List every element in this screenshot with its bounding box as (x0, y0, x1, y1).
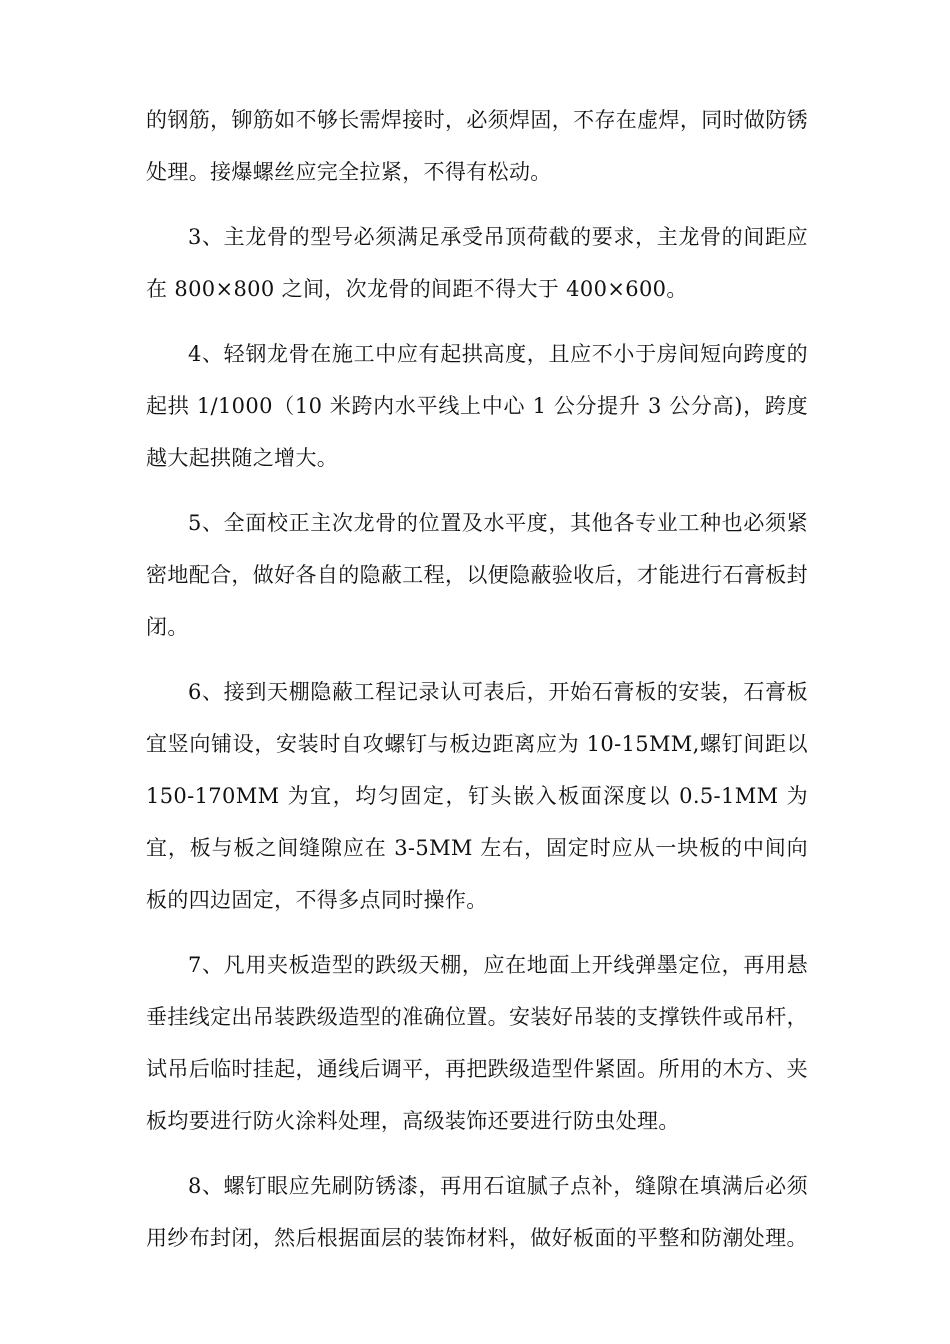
paragraph-item-6: 6、接到天棚隐蔽工程记录认可表后，开始石膏板的安装，石膏板宜竖向铺设，安装时自攻螺钉与板边距离应为 10-15MM,螺钉间距以 150-170MM 为宜，均匀固定，钉头嵌入板面深度以 0.5-1MM 为宜，板与板之间缝隙应在 3-5MM 左右，固定时应从一块板的中间向板的四边固定，不得多点同时操作。 (146, 680, 808, 912)
paragraph-item-7: 7、凡用夹板造型的跌级天棚，应在地面上开线弹墨定位，再用悬垂挂线定出吊装跌级造型的准确位置。安装好吊装的支撑铁件或吊杆，试吊后临时挂起，通线后调平，再把跌级造型件紧固。所用的木方、夹板均要进行防火涂料处理，高级装饰还要进行防虫处理。 (146, 953, 808, 1133)
paragraph-item-8: 8、螺钉眼应先刷防锈漆，再用石谊腻子点补，缝隙在填满后必须用纱布封闭，然后根据面层的装饰材料，做好板面的平整和防潮处理。 (146, 1174, 808, 1250)
paragraph-continuation: 的钢筋，铆筋如不够长需焊接时，必须焊固，不存在虚焊，同时做防锈处理。接爆螺丝应完全拉紧，不得有松动。 (146, 108, 808, 184)
paragraph-item-5: 5、全面校正主次龙骨的位置及水平度，其他各专业工种也必须紧密地配合，做好各自的隐蔽工程，以便隐蔽验收后，才能进行石膏板封闭。 (146, 511, 808, 639)
paragraph-item-3: 3、主龙骨的型号必须满足承受吊顶荷截的要求，主龙骨的间距应在 800×800 之间，次龙骨的间距不得大于 400×600。 (146, 225, 808, 301)
paragraph-item-4: 4、轻钢龙骨在施工中应有起拱高度，且应不小于房间短向跨度的起拱 1/1000（10 米跨内水平线上中心 1 公分提升 3 公分高)，跨度越大起拱随之增大。 (146, 342, 808, 470)
document-body (146, 94, 808, 1277)
